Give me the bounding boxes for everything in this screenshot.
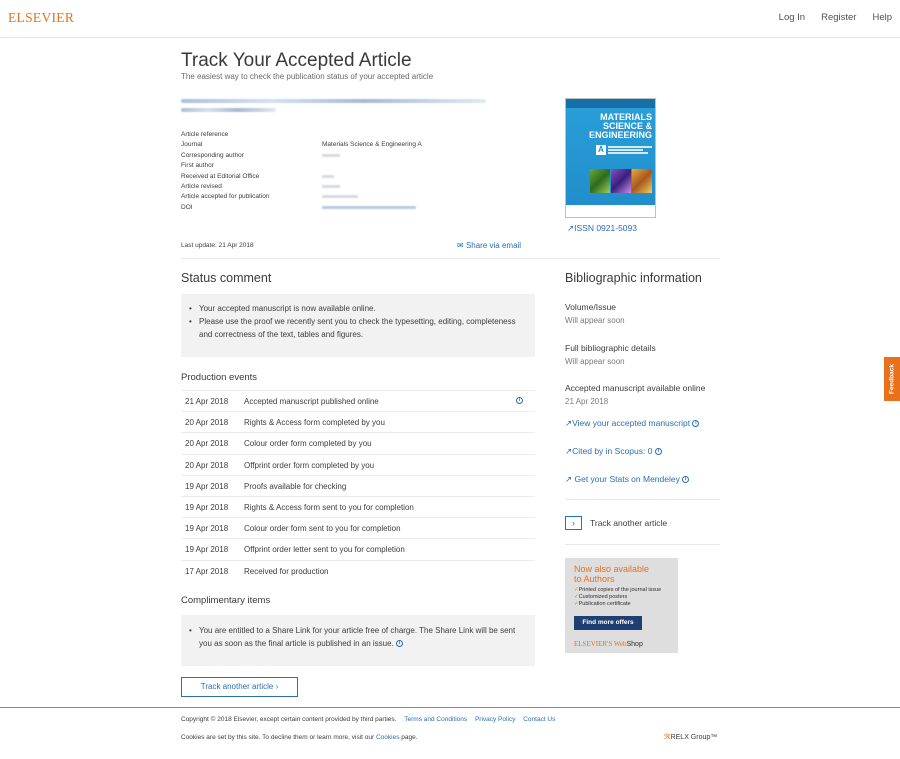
chevron-right-icon[interactable]: › bbox=[565, 516, 582, 530]
cookies-link[interactable]: Cookies bbox=[375, 734, 400, 741]
complimentary-items-heading: Complimentary items bbox=[181, 595, 271, 606]
footer-copyright: Copyright © 2018 Elsevier, except certain content provided by third parties. Terms and Conditions Privacy Policy Contact Us bbox=[181, 716, 556, 723]
complimentary-item: • You are entitled to a Share Link for your article free of charge. The Share Link will be sent you as soon as the final article is published in an issue. i bbox=[189, 624, 527, 650]
event-row: 20 Apr 2018 Offprint order form completed by you bbox=[181, 454, 535, 475]
redacted-value bbox=[322, 154, 340, 157]
privacy-link[interactable]: Privacy Policy bbox=[474, 716, 516, 723]
event-row: 19 Apr 2018 Colour order form sent to you for completion bbox=[181, 517, 535, 538]
register-link[interactable]: Register bbox=[821, 12, 857, 23]
production-events-list bbox=[181, 390, 535, 581]
full-bibliographic-value: Will appear soon bbox=[565, 357, 625, 366]
top-nav bbox=[779, 12, 892, 23]
divider bbox=[181, 258, 720, 259]
cover-title: MATERIALS SCIENCE & ENGINEERING bbox=[588, 112, 652, 140]
issn-link[interactable]: ↗ISSN 0921-5093 bbox=[567, 223, 637, 233]
check-icon: ✓ bbox=[574, 587, 579, 593]
mendeley-stats-link[interactable]: ↗ Get your Stats on Mendeley i bbox=[565, 474, 689, 485]
redacted-article-title-line2 bbox=[181, 108, 276, 112]
top-bar bbox=[0, 0, 900, 38]
bibliographic-heading: Bibliographic information bbox=[565, 271, 702, 285]
status-item: • Please use the proof we recently sent you to check the typesetting, editing, completeness and correctness of the text, tables and figures. bbox=[189, 315, 527, 341]
redacted-article-title bbox=[181, 99, 486, 103]
redacted-value bbox=[322, 185, 340, 188]
footer-cookies: Cookies are set by this site. To decline them or learn more, visit our Cookies page. bbox=[181, 734, 418, 741]
terms-link[interactable]: Terms and Conditions bbox=[404, 716, 468, 723]
redacted-value bbox=[322, 195, 358, 198]
accepted-online-label: Accepted manuscript available online bbox=[565, 383, 706, 393]
info-icon[interactable]: i bbox=[396, 640, 403, 647]
accepted-online-value: 21 Apr 2018 bbox=[565, 397, 609, 406]
cover-micrograph-orange bbox=[632, 169, 652, 193]
event-row: 19 Apr 2018 Proofs available for checking bbox=[181, 475, 535, 496]
event-row: 17 Apr 2018 Received for production bbox=[181, 560, 535, 581]
event-row: 20 Apr 2018 Rights & Access form completed by you bbox=[181, 411, 535, 432]
info-icon[interactable]: i bbox=[516, 397, 523, 404]
contact-link[interactable]: Contact Us bbox=[523, 716, 556, 723]
track-another-article-button[interactable]: Track another article › bbox=[181, 677, 298, 697]
production-events-heading: Production events bbox=[181, 372, 258, 383]
footer-divider bbox=[0, 707, 900, 708]
ad-list: ✓Printed copies of the journal issue ✓Customized posters ✓Publication certificate bbox=[574, 587, 662, 607]
divider bbox=[565, 499, 720, 500]
status-comment-heading: Status comment bbox=[181, 271, 272, 285]
help-link[interactable]: Help bbox=[872, 12, 892, 23]
webshop-brand: ELSEVIER'S WebShop bbox=[574, 640, 643, 648]
share-via-email[interactable]: ✉ Share via email bbox=[457, 241, 522, 250]
redacted-doi[interactable] bbox=[322, 206, 416, 209]
cover-micrograph-green bbox=[590, 169, 610, 193]
journal-cover-image[interactable] bbox=[565, 98, 656, 218]
full-bibliographic-label: Full bibliographic details bbox=[565, 343, 656, 353]
event-row: 20 Apr 2018 Colour order form completed by you bbox=[181, 432, 535, 453]
last-update: Last update: 21 Apr 2018 bbox=[181, 242, 254, 249]
divider bbox=[565, 544, 720, 545]
check-icon: ✓ bbox=[574, 594, 579, 600]
check-icon: ✓ bbox=[574, 601, 579, 607]
cover-strip bbox=[566, 99, 655, 108]
view-accepted-manuscript-link[interactable]: ↗View your accepted manuscript i bbox=[565, 418, 699, 429]
webshop-ad[interactable] bbox=[565, 558, 678, 653]
cover-micrograph-purple bbox=[611, 169, 631, 193]
redacted-value bbox=[322, 175, 334, 178]
info-icon[interactable]: i bbox=[692, 420, 699, 427]
event-row: 21 Apr 2018 Accepted manuscript published online i bbox=[181, 390, 535, 411]
cover-letter: A bbox=[596, 145, 606, 155]
complimentary-box bbox=[181, 615, 535, 666]
cited-by-scopus-link[interactable]: ↗Cited by in Scopus: 0 i bbox=[565, 446, 662, 457]
volume-issue-value: Will appear soon bbox=[565, 316, 625, 325]
elsevier-logo[interactable]: ELSEVIER bbox=[8, 10, 75, 25]
login-link[interactable]: Log In bbox=[778, 12, 806, 23]
cover-subtitle-graphic bbox=[608, 145, 652, 155]
cover-bottom bbox=[566, 205, 655, 217]
track-another-article-link[interactable]: › Track another article bbox=[565, 516, 667, 530]
status-comment-box bbox=[181, 294, 535, 357]
ad-title: Now also available to Authors bbox=[574, 564, 650, 584]
volume-issue-label: Volume/Issue bbox=[565, 302, 617, 312]
feedback-tab[interactable]: Feedback bbox=[884, 357, 900, 401]
info-icon[interactable]: i bbox=[655, 448, 662, 455]
find-more-offers-button[interactable]: Find more offers bbox=[574, 616, 642, 630]
event-row: 19 Apr 2018 Rights & Access form sent to you for completion bbox=[181, 496, 535, 517]
envelope-icon: ✉ bbox=[457, 241, 464, 250]
page-subtitle: The easiest way to check the publication status of your accepted article bbox=[181, 72, 434, 81]
event-row: 19 Apr 2018 Offprint order letter sent to you for completion bbox=[181, 538, 535, 559]
relx-icon: ℛ bbox=[664, 734, 671, 741]
info-icon[interactable]: i bbox=[682, 476, 689, 483]
page-title: Track Your Accepted Article bbox=[181, 50, 412, 71]
status-item: • Your accepted manuscript is now available online. bbox=[189, 302, 527, 315]
relx-logo[interactable]: ℛRELX Group™ bbox=[664, 734, 718, 741]
